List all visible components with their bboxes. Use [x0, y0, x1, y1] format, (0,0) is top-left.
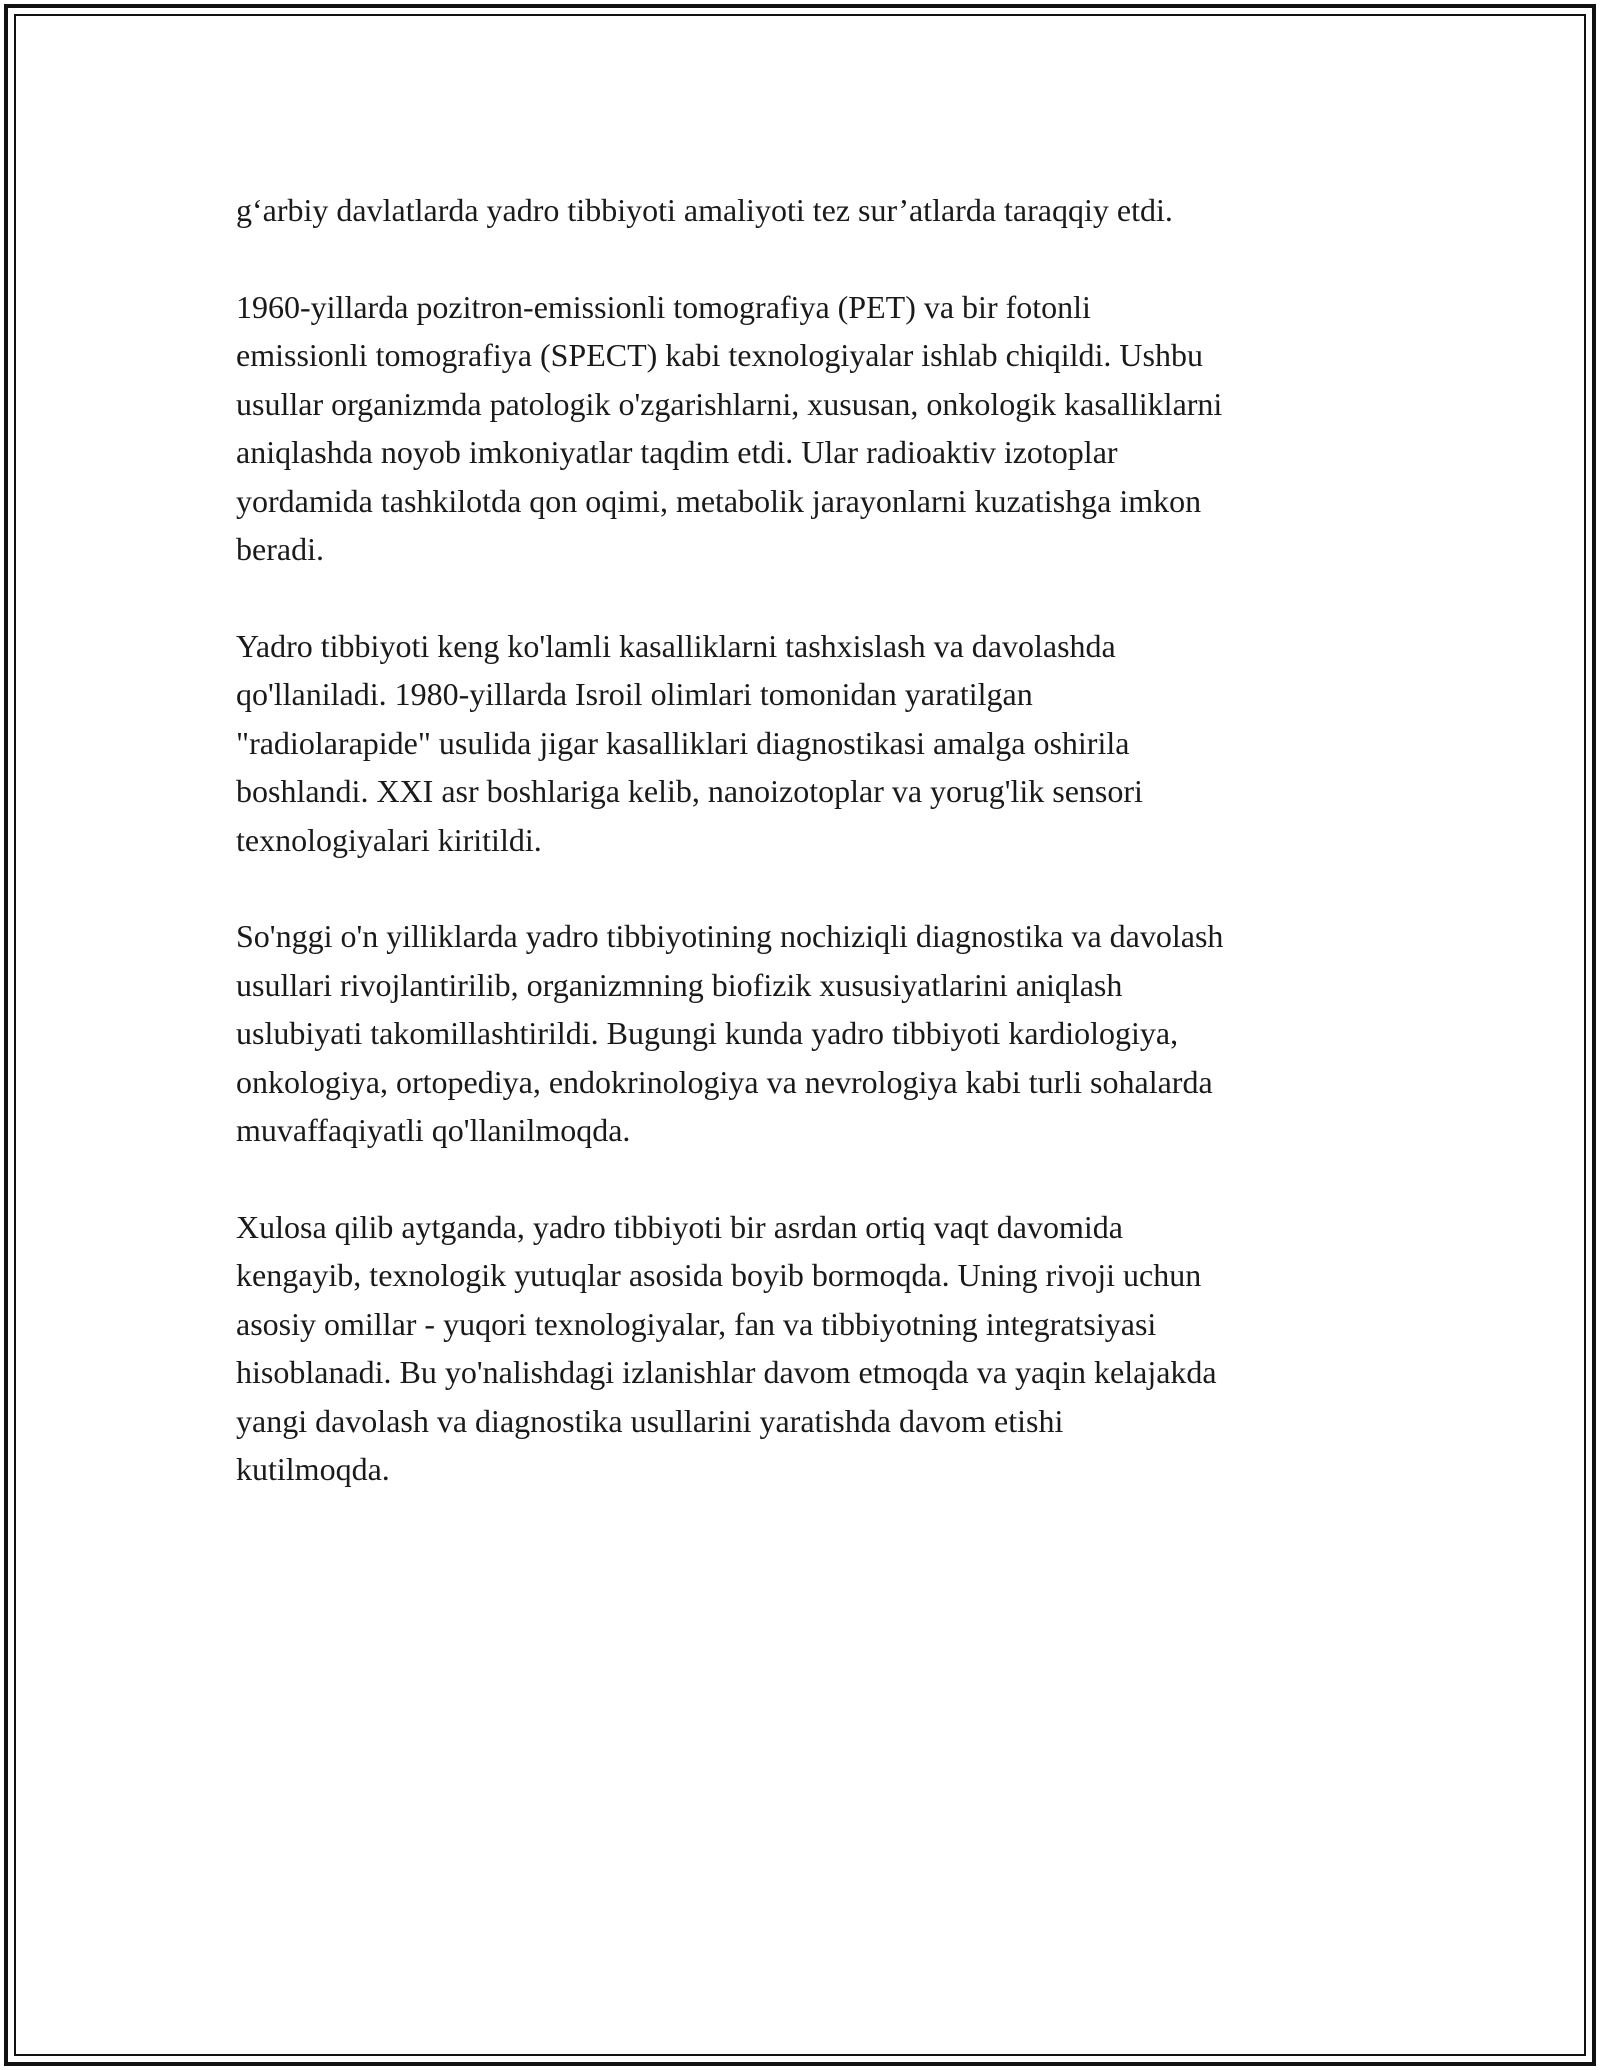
text-line: texnologiyalari kiritildi. [236, 821, 542, 858]
text-line: qo'llaniladi. 1980-yillarda Isroil olimlari tomonidan yaratilgan [236, 676, 1033, 712]
paragraph-5 [236, 1203, 1376, 1494]
text-line: uslubiyati takomillashtirildi. Bugungi kunda yadro tibbiyoti kardiologiya, [236, 1015, 1179, 1051]
text-line: Xulosa qilib aytganda, yadro tibbiyoti bir asrdan ortiq vaqt davomida [236, 1208, 1123, 1245]
text-line: 1960-yillarda pozitron-emissionli tomografiya (PET) va bir fotonli [236, 288, 1091, 325]
text-line: usullar organizmda patologik o'zgarishlarni, xususan, onkologik kasalliklarni [236, 385, 1223, 422]
paragraph-4 [236, 912, 1376, 1155]
text-line: onkologiya, ortopediya, endokrinologiya va nevrologiya kabi turli sohalarda [236, 1063, 1213, 1100]
text-line: kutilmoqda. [236, 1451, 390, 1487]
paragraph-1 [236, 186, 1376, 235]
document-body [236, 186, 1376, 1542]
text-line: g‘arbiy davlatlarda yadro tibbiyoti amaliyoti tez sur’atlarda taraqqiy etdi. [236, 192, 1173, 228]
text-line: muvaffaqiyatli qo'llanilmoqda. [236, 1112, 631, 1148]
text-line: kengayib, texnologik yutuqlar asosida boyib bormoqda. Uning rivoji uchun [236, 1257, 1202, 1293]
text-line: "radiolarapide" usulida jigar kasalliklari diagnostikasi amalga oshirila [236, 724, 1130, 761]
text-line: yangi davolash va diagnostika usullarini yaratishda davom etishi [236, 1402, 1064, 1439]
paragraph-2 [236, 283, 1376, 574]
text-line: aniqlashda noyob imkoniyatlar taqdim etdi. Ular radioaktiv izotoplar [236, 434, 1118, 470]
paragraph-3 [236, 622, 1376, 865]
text-line: Yadro tibbiyoti keng ko'lamli kasalliklarni tashxislash va davolashda [236, 627, 1116, 664]
text-line: yordamida tashkilotda qon oqimi, metabolik jarayonlarni kuzatishga imkon [236, 482, 1202, 519]
text-line: emissionli tomografiya (SPECT) kabi texnologiyalar ishlab chiqildi. Ushbu [236, 337, 1203, 373]
text-line: So'nggi o'n yilliklarda yadro tibbiyotining nochiziqli diagnostika va davolash [236, 918, 1224, 954]
text-line: boshlandi. XXI asr boshlariga kelib, nanoizotoplar va yorug'lik sensori [236, 773, 1143, 809]
text-line: hisoblanadi. Bu yo'nalishdagi izlanishlar davom etmoqda va yaqin kelajakda [236, 1354, 1217, 1390]
text-line: usullari rivojlantirilib, organizmning biofizik xususiyatlarini aniqlash [236, 966, 1123, 1003]
text-line: beradi. [236, 531, 324, 567]
text-line: asosiy omillar - yuqori texnologiyalar, fan va tibbiyotning integratsiyasi [236, 1305, 1157, 1342]
